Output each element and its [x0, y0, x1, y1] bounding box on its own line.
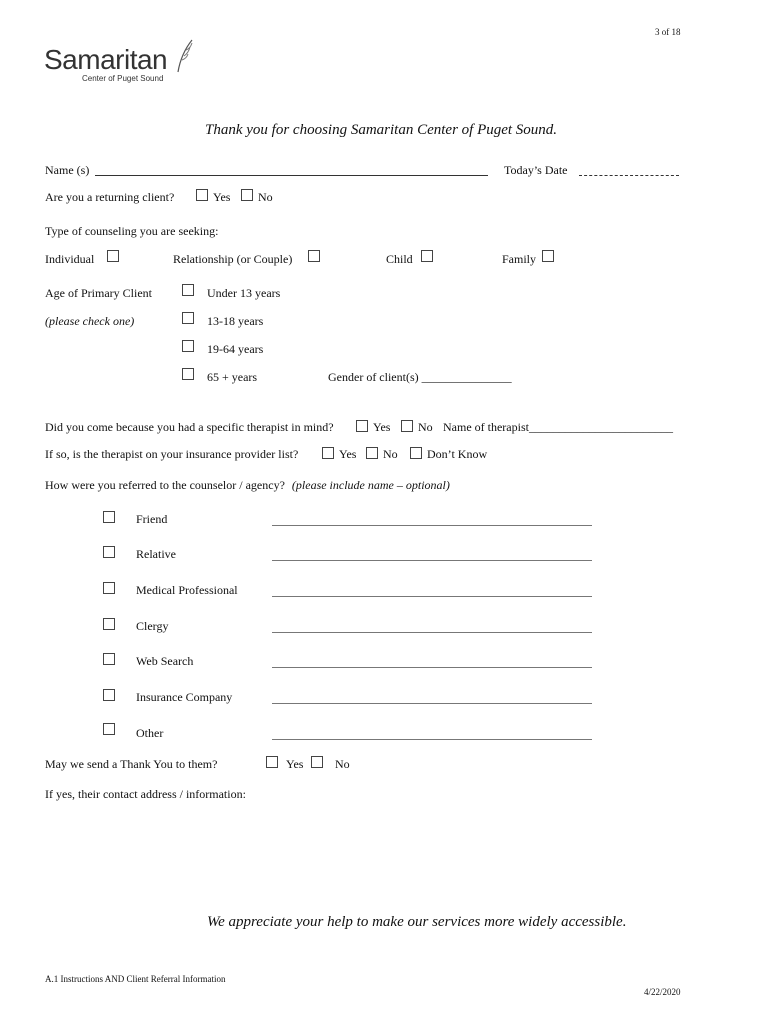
footer-label: A.1 Instructions AND Client Referral Information [45, 974, 226, 984]
returning-no-checkbox[interactable] [241, 189, 253, 201]
thank-you-no-label: No [335, 757, 350, 771]
thank-you-yes-label: Yes [286, 757, 304, 771]
referral-note: (please include name – optional) [291, 478, 450, 492]
referral-friend-label: Friend [136, 512, 168, 526]
name-label: Name (s) [45, 163, 90, 177]
referral-clergy-field[interactable] [272, 632, 592, 633]
counseling-individual-label: Individual [45, 252, 95, 266]
thank-you-yes-checkbox[interactable] [266, 756, 278, 768]
referral-relative-field[interactable] [272, 560, 592, 561]
therapist-no-label: No [418, 420, 433, 434]
footer-date: 4/22/2020 [644, 987, 681, 997]
counseling-child-label: Child [386, 252, 413, 266]
counseling-child-checkbox[interactable] [421, 250, 433, 262]
counseling-family-checkbox[interactable] [542, 250, 554, 262]
insurance-dont-know-label: Don’t Know [427, 447, 488, 461]
age-hint: (please check one) [45, 314, 135, 328]
contact-field[interactable] [45, 805, 685, 895]
counseling-family-label: Family [502, 252, 537, 266]
logo-name: Samaritan [44, 44, 168, 75]
insurance-question: If so, is the therapist on your insurance provider list? [45, 447, 299, 461]
contact-label: If yes, their contact address / information: [45, 787, 246, 801]
age-label: Age of Primary Client [45, 286, 152, 300]
age-19-64-checkbox[interactable] [182, 340, 194, 352]
age-65-plus-checkbox[interactable] [182, 368, 194, 380]
appreciate-message: We appreciate your help to make our services more widely accessible. [207, 914, 627, 930]
referral-question-text: How were you referred to the counselor / agency? [45, 478, 285, 492]
returning-question: Are you a returning client? [45, 190, 175, 204]
insurance-no-checkbox[interactable] [366, 447, 378, 459]
referral-medical-checkbox[interactable] [103, 582, 115, 594]
referral-web-search-label: Web Search [136, 654, 194, 668]
referral-web-search-field[interactable] [272, 667, 592, 668]
insurance-yes-label: Yes [339, 447, 357, 461]
referral-medical-field[interactable] [272, 596, 592, 597]
therapist-no-checkbox[interactable] [401, 420, 413, 432]
age-65-plus-label: 65 + years [207, 370, 258, 384]
referral-medical-label: Medical Professional [136, 583, 238, 597]
returning-no-label: No [258, 190, 273, 204]
logo-subtitle: Center of Puget Sound [82, 74, 164, 83]
referral-web-search-checkbox[interactable] [103, 653, 115, 665]
referral-relative-checkbox[interactable] [103, 546, 115, 558]
referral-clergy-label: Clergy [136, 619, 169, 633]
returning-yes-label: Yes [213, 190, 231, 204]
insurance-yes-checkbox[interactable] [322, 447, 334, 459]
thank-you-question: May we send a Thank You to them? [45, 757, 218, 771]
referral-other-checkbox[interactable] [103, 723, 115, 735]
referral-insurance-label: Insurance Company [136, 690, 233, 704]
referral-other-label: Other [136, 726, 164, 740]
referral-relative-label: Relative [136, 547, 176, 561]
referral-friend-checkbox[interactable] [103, 511, 115, 523]
referral-clergy-checkbox[interactable] [103, 618, 115, 630]
referral-insurance-field[interactable] [272, 703, 592, 704]
counseling-relationship-checkbox[interactable] [308, 250, 320, 262]
logo [44, 44, 168, 83]
thank-you-no-checkbox[interactable] [311, 756, 323, 768]
page-number: 3 of 18 [655, 27, 681, 37]
date-field[interactable] [579, 175, 679, 176]
insurance-dont-know-checkbox[interactable] [410, 447, 422, 459]
wheat-logo-icon [172, 38, 198, 74]
counseling-relationship-label: Relationship (or Couple) [173, 252, 293, 266]
counseling-individual-checkbox[interactable] [107, 250, 119, 262]
referral-question [45, 478, 450, 493]
age-13-18-label: 13-18 years [207, 314, 264, 328]
age-under-13-checkbox[interactable] [182, 284, 194, 296]
insurance-no-label: No [383, 447, 398, 461]
referral-friend-field[interactable] [272, 525, 592, 526]
page-title: Thank you for choosing Samaritan Center of Puget Sound. [205, 122, 558, 138]
therapist-question: Did you come because you had a specific therapist in mind? [45, 420, 334, 434]
age-19-64-label: 19-64 years [207, 342, 264, 356]
returning-yes-checkbox[interactable] [196, 189, 208, 201]
name-field[interactable] [95, 175, 488, 176]
referral-insurance-checkbox[interactable] [103, 689, 115, 701]
counseling-question: Type of counseling you are seeking: [45, 224, 219, 238]
date-label: Today’s Date [504, 163, 568, 177]
therapist-yes-label: Yes [373, 420, 391, 434]
age-13-18-checkbox[interactable] [182, 312, 194, 324]
therapist-yes-checkbox[interactable] [356, 420, 368, 432]
gender-label: Gender of client(s) _______________ [328, 370, 512, 384]
age-under-13-label: Under 13 years [207, 286, 281, 300]
therapist-name-field[interactable]: Name of therapist________________________ [443, 420, 673, 434]
referral-other-field[interactable] [272, 739, 592, 740]
